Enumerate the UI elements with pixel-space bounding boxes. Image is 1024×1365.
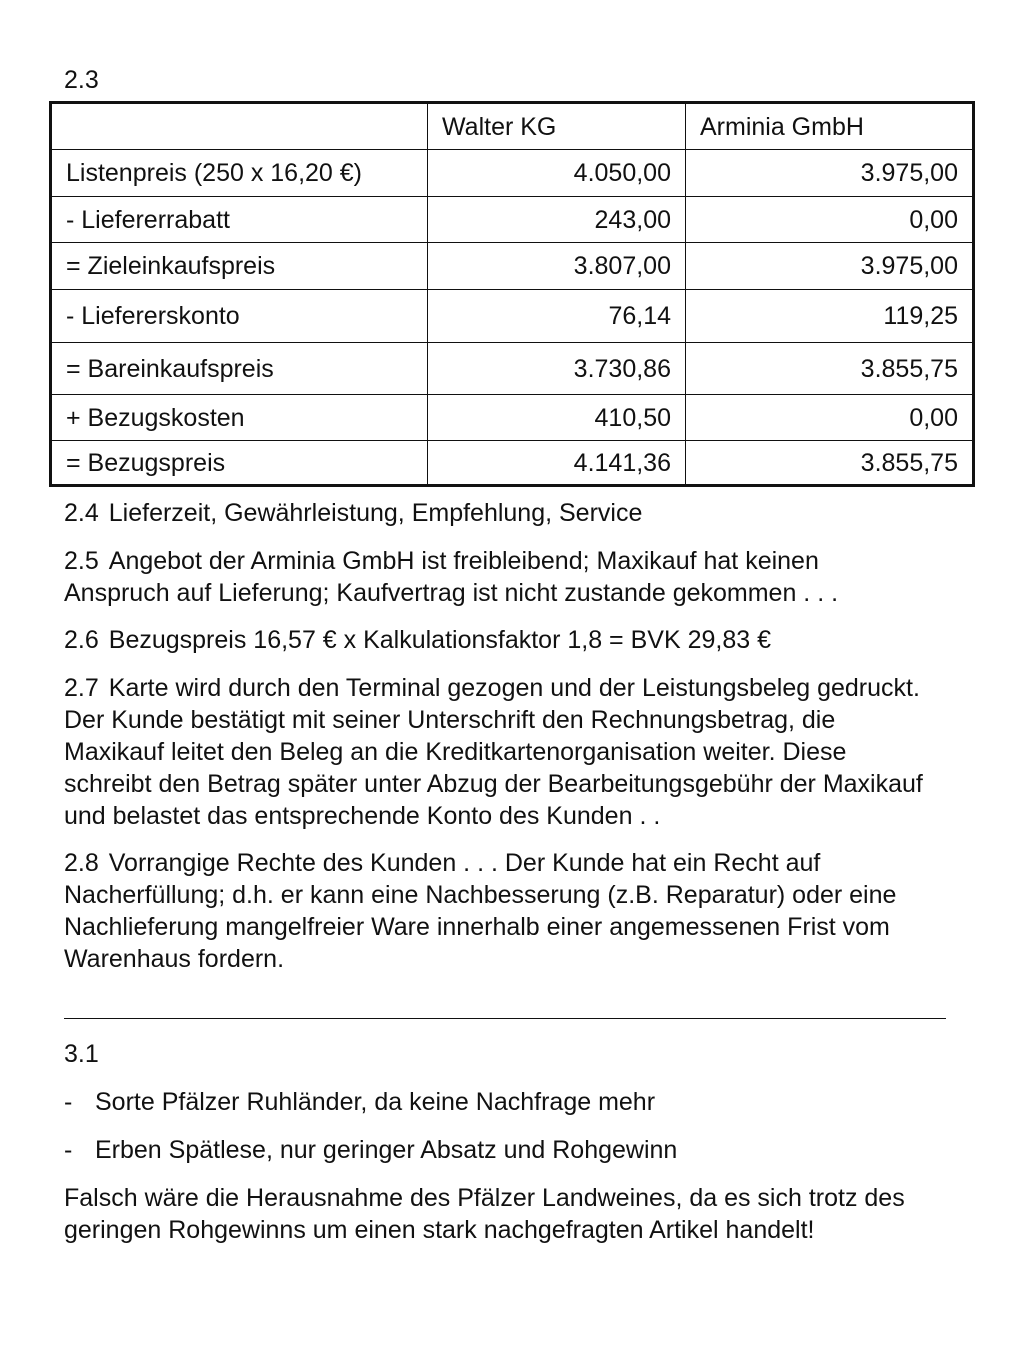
answer-2-7 [64, 672, 984, 832]
section-heading-3-1: 3.1 [64, 1040, 99, 1068]
answer-2-6 [64, 624, 984, 656]
closing-line-1: Falsch wäre die Herausnahme des Pfälzer Landweines, da es sich trotz des [64, 1184, 905, 1212]
answer-text: Angebot der Arminia GmbH ist freibleibend; Maxikauf hat keinen [108, 547, 819, 575]
walter-value: 4.141,36 [428, 441, 686, 486]
section-heading-2-3: 2.3 [64, 66, 99, 94]
answer-2-8 [64, 847, 984, 975]
arminia-value: 0,00 [686, 395, 974, 441]
answer-line-4: Warenhaus fordern. [64, 945, 285, 973]
answer-2-5 [64, 545, 984, 609]
table-header-empty [51, 103, 428, 150]
answer-text: Vorrangige Rechte des Kunden . . . Der Kunde hat ein Recht auf [108, 849, 821, 877]
table-header-row [51, 103, 974, 150]
table-row [51, 441, 974, 486]
answer-number: 2.4 [64, 499, 99, 527]
walter-value: 76,14 [428, 290, 686, 343]
row-label: = Bezugspreis [51, 441, 428, 486]
arminia-value: 3.975,00 [686, 150, 974, 197]
walter-value: 3.807,00 [428, 243, 686, 290]
row-label: + Bezugskosten [51, 395, 428, 441]
answer-line-3: Nachlieferung mangelfreier Ware innerhalb einer angemessenen Frist vom [64, 913, 890, 941]
answer-number: 2.5 [64, 547, 99, 575]
answer-text: Bezugspreis 16,57 € x Kalkulationsfaktor 1,8 = BVK 29,83 € [108, 626, 771, 654]
row-label: Listenpreis (250 x 16,20 €) [51, 150, 428, 197]
answer-line-2: Nacherfüllung; d.h. er kann eine Nachbesserung (z.B. Reparatur) oder eine [64, 881, 897, 909]
answer-line-4: schreibt den Betrag später unter Abzug der Bearbeitungsgebühr der Maxikauf [64, 770, 923, 798]
list-item-text: Sorte Pfälzer Ruhländer, da keine Nachfrage mehr [95, 1088, 656, 1116]
row-label: - Liefererskonto [51, 290, 428, 343]
table-header-walter: Walter KG [428, 103, 686, 150]
closing-line-2: geringen Rohgewinns um einen stark nachgefragten Artikel handelt! [64, 1216, 815, 1244]
row-label: = Bareinkaufspreis [51, 343, 428, 395]
arminia-value: 119,25 [686, 290, 974, 343]
table-header-arminia: Arminia GmbH [686, 103, 974, 150]
arminia-value: 3.975,00 [686, 243, 974, 290]
dash-marker: - [64, 1088, 73, 1116]
arminia-value: 0,00 [686, 197, 974, 243]
answer-line-1 [64, 847, 984, 879]
table-row [51, 290, 974, 343]
section-divider [64, 1018, 946, 1019]
row-label: - Liefererrabatt [51, 197, 428, 243]
walter-value: 4.050,00 [428, 150, 686, 197]
answer-2-4 [64, 497, 984, 529]
answer-line-1 [64, 545, 984, 577]
arminia-value: 3.855,75 [686, 343, 974, 395]
table-row [51, 150, 974, 197]
answer-line-5: und belastet das entsprechende Konto des Kunden . . [64, 802, 661, 830]
answer-line-2: Der Kunde bestätigt mit seiner Unterschrift den Rechnungsbetrag, die [64, 706, 836, 734]
answer-number: 2.8 [64, 849, 99, 877]
answer-line-3: Maxikauf leitet den Beleg an die Kreditkartenorganisation weiter. Diese [64, 738, 847, 766]
row-label: = Zieleinkaufspreis [51, 243, 428, 290]
table-row [51, 197, 974, 243]
arminia-value: 3.855,75 [686, 441, 974, 486]
list-item [64, 1134, 964, 1166]
answer-text: Karte wird durch den Terminal gezogen und der Leistungsbeleg gedruckt. [108, 674, 920, 702]
closing-paragraph [64, 1182, 984, 1246]
answer-number: 2.6 [64, 626, 99, 654]
table-row [51, 395, 974, 441]
dash-marker: - [64, 1136, 73, 1164]
table-row [51, 343, 974, 395]
list-item [64, 1086, 964, 1118]
answer-line-2: Anspruch auf Lieferung; Kaufvertrag ist nicht zustande gekommen . . . [64, 579, 839, 607]
purchase-price-table [49, 101, 975, 487]
walter-value: 243,00 [428, 197, 686, 243]
answer-number: 2.7 [64, 674, 99, 702]
list-item-text: Erben Spätlese, nur geringer Absatz und Rohgewinn [95, 1136, 678, 1164]
walter-value: 3.730,86 [428, 343, 686, 395]
answer-text: Lieferzeit, Gewährleistung, Empfehlung, Service [108, 499, 643, 527]
walter-value: 410,50 [428, 395, 686, 441]
table-row [51, 243, 974, 290]
answer-line-1 [64, 672, 984, 704]
